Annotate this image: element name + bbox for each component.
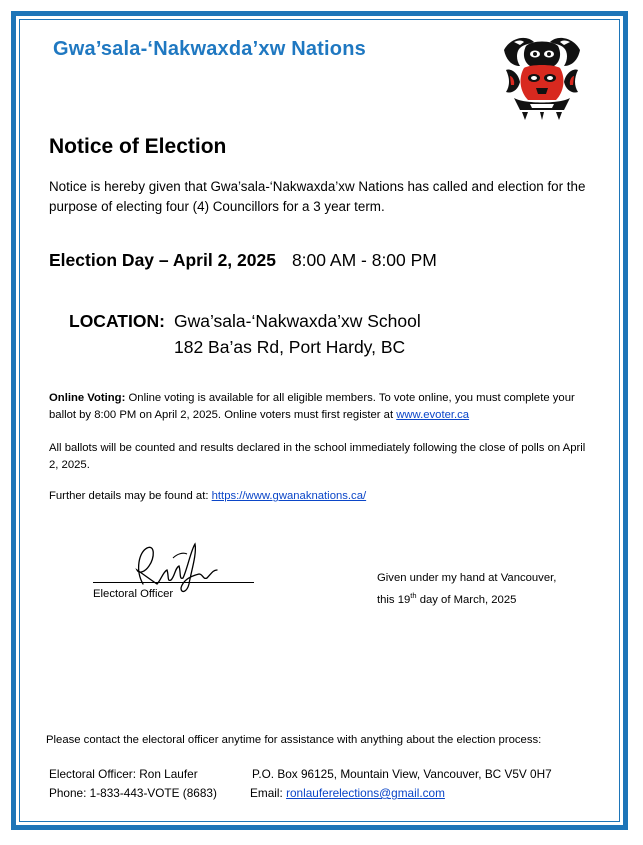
contact-phone: Phone: 1-833-443-VOTE (8683) — [49, 786, 217, 800]
election-day — [49, 250, 437, 271]
given-suffix: day of March, 2025 — [419, 593, 517, 606]
details-paragraph — [49, 488, 597, 505]
contact-email — [250, 786, 445, 800]
contact-note: Please contact the electoral officer anytime for assistance with anything about the election process: — [46, 734, 542, 746]
online-voting-paragraph — [49, 390, 597, 424]
location-line2: 182 Ba’as Rd, Port Hardy, BC — [174, 337, 406, 357]
signature-line — [93, 582, 254, 583]
email-label: Email: — [250, 786, 283, 800]
election-hours: 8:00 AM - 8:00 PM — [291, 250, 437, 270]
signature-label: Electoral Officer — [93, 588, 174, 600]
given-line2 — [377, 587, 556, 609]
given-line1: Given under my hand at Vancouver, — [377, 572, 557, 584]
details-text: Further details may be found at: — [49, 490, 209, 502]
given-prefix: this 19 — [377, 593, 411, 606]
location-label: LOCATION: — [69, 311, 165, 331]
website-link[interactable]: https://www.gwanaknations.ca/ — [211, 490, 367, 502]
ballots-paragraph: All ballots will be counted and results declared in the school immediately following the close of polls on April 2, 2025. — [49, 442, 586, 471]
given-under-hand — [377, 570, 556, 609]
location-line1: Gwa’sala-‘Nakwaxda’xw School — [174, 311, 421, 331]
notice-intro: Notice is hereby given that Gwa’sala-‘Nakwaxda’xw Nations has called and election for the purpose of electing four (4) Councillors for a 3 year term. — [49, 179, 586, 214]
contact-officer: Electoral Officer: Ron Laufer — [49, 767, 198, 781]
email-link[interactable]: ronlauferelections@gmail.com — [286, 786, 445, 800]
notice-title: Notice of Election — [49, 135, 227, 158]
org-name: Gwa’sala-‘Nakwaxda’xw Nations — [53, 38, 366, 60]
given-sup: th — [410, 591, 417, 600]
online-voting-text: Online voting is available for all eligible members. To vote online, you must complete your ballot by 8:00 PM on April 2, 2025. Online voters must first register at — [49, 392, 575, 421]
nation-crest-logo — [500, 30, 584, 126]
election-day-label: Election Day – April 2, 2025 — [49, 250, 276, 270]
online-voting-label: Online Voting: — [49, 392, 126, 404]
contact-address: P.O. Box 96125, Mountain View, Vancouver, BC V5V 0H7 — [252, 767, 552, 781]
evoter-link[interactable]: www.evoter.ca — [396, 409, 470, 421]
